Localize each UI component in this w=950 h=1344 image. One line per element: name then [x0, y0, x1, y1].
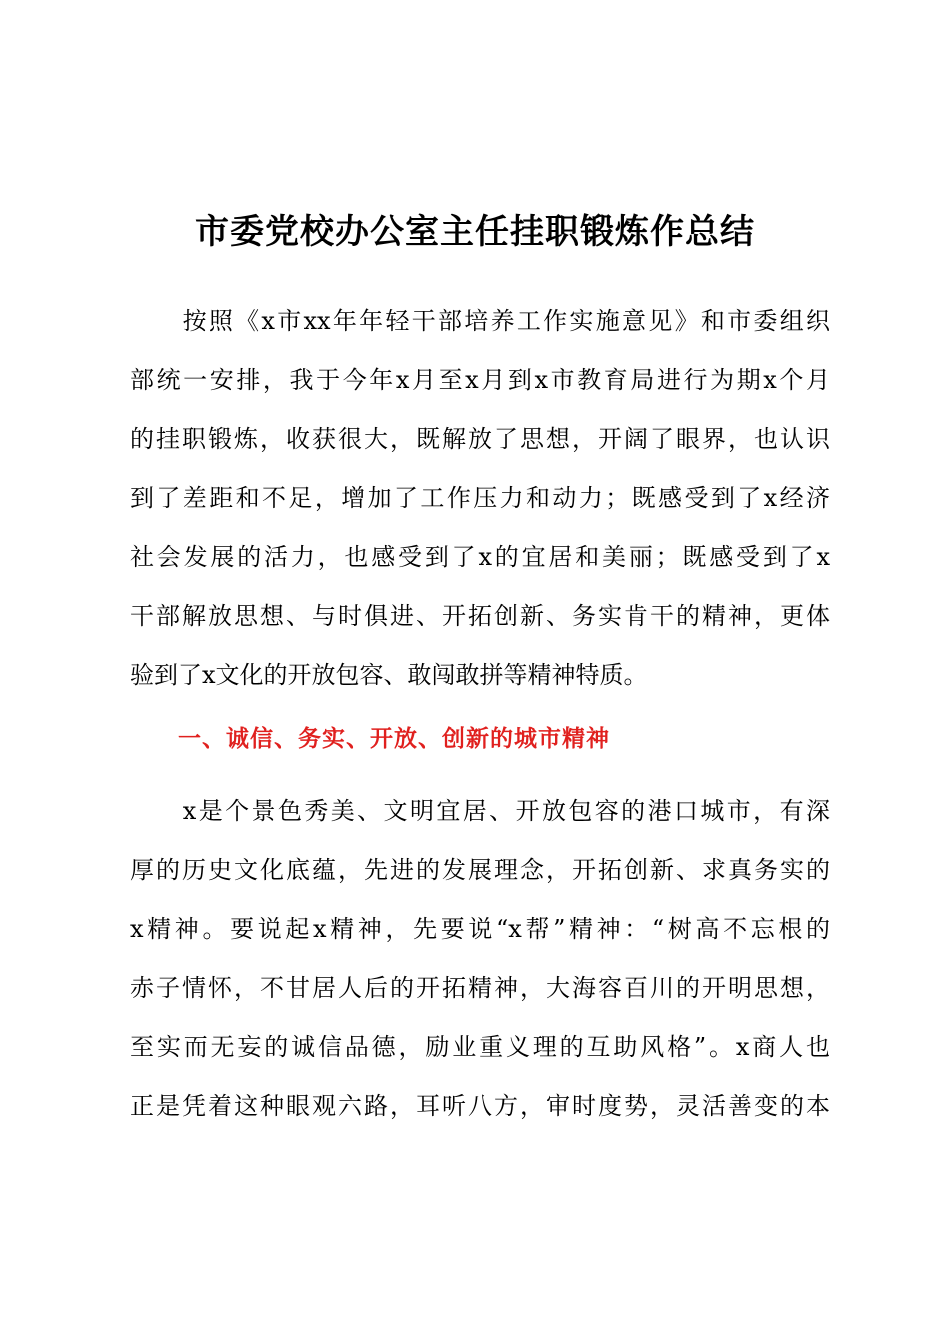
document-title: 市委党校办公室主任挂职锻炼作总结 [195, 212, 755, 252]
paragraph-line: 干部解放思想、与时俱进、开拓创新、务实肯干的精神，更体 [130, 602, 830, 630]
section-heading-1: 一、诚信、务实、开放、创新的城市精神 [178, 726, 610, 752]
paragraph-line: 至实而无妄的诚信品德，励业重义理的互助风格”。x商人也 [130, 1033, 830, 1061]
paragraph-line: x是个景色秀美、文明宜居、开放包容的港口城市，有深 [130, 797, 830, 825]
paragraph-line: 验到了x文化的开放包容、敢闯敢拼等精神特质。 [130, 661, 648, 689]
paragraph-line: 赤子情怀，不甘居人后的开拓精神，大海容百川的开明思想， [130, 974, 830, 1002]
paragraph-line: 按照《x市xx年年轻干部培养工作实施意见》和市委组织 [130, 307, 830, 335]
paragraph-line: 厚的历史文化底蕴，先进的发展理念，开拓创新、求真务实的 [130, 856, 830, 884]
paragraph-line: 的挂职锻炼，收获很大，既解放了思想，开阔了眼界，也认识 [130, 425, 830, 453]
paragraph-line: 正是凭着这种眼观六路，耳听八方，审时度势，灵活善变的本 [130, 1092, 830, 1120]
paragraph-line: 到了差距和不足，增加了工作压力和动力；既感受到了x经济 [130, 484, 830, 512]
paragraph-line: 部统一安排，我于今年x月至x月到x市教育局进行为期x个月 [130, 366, 830, 394]
paragraph-intro [130, 292, 830, 705]
paragraph-line: 社会发展的活力，也感受到了x的宜居和美丽；既感受到了x [130, 543, 830, 571]
paragraph-city-spirit [130, 782, 830, 1136]
paragraph-line: x精神。要说起x精神，先要说“x帮”精神：“树高不忘根的 [130, 915, 830, 943]
